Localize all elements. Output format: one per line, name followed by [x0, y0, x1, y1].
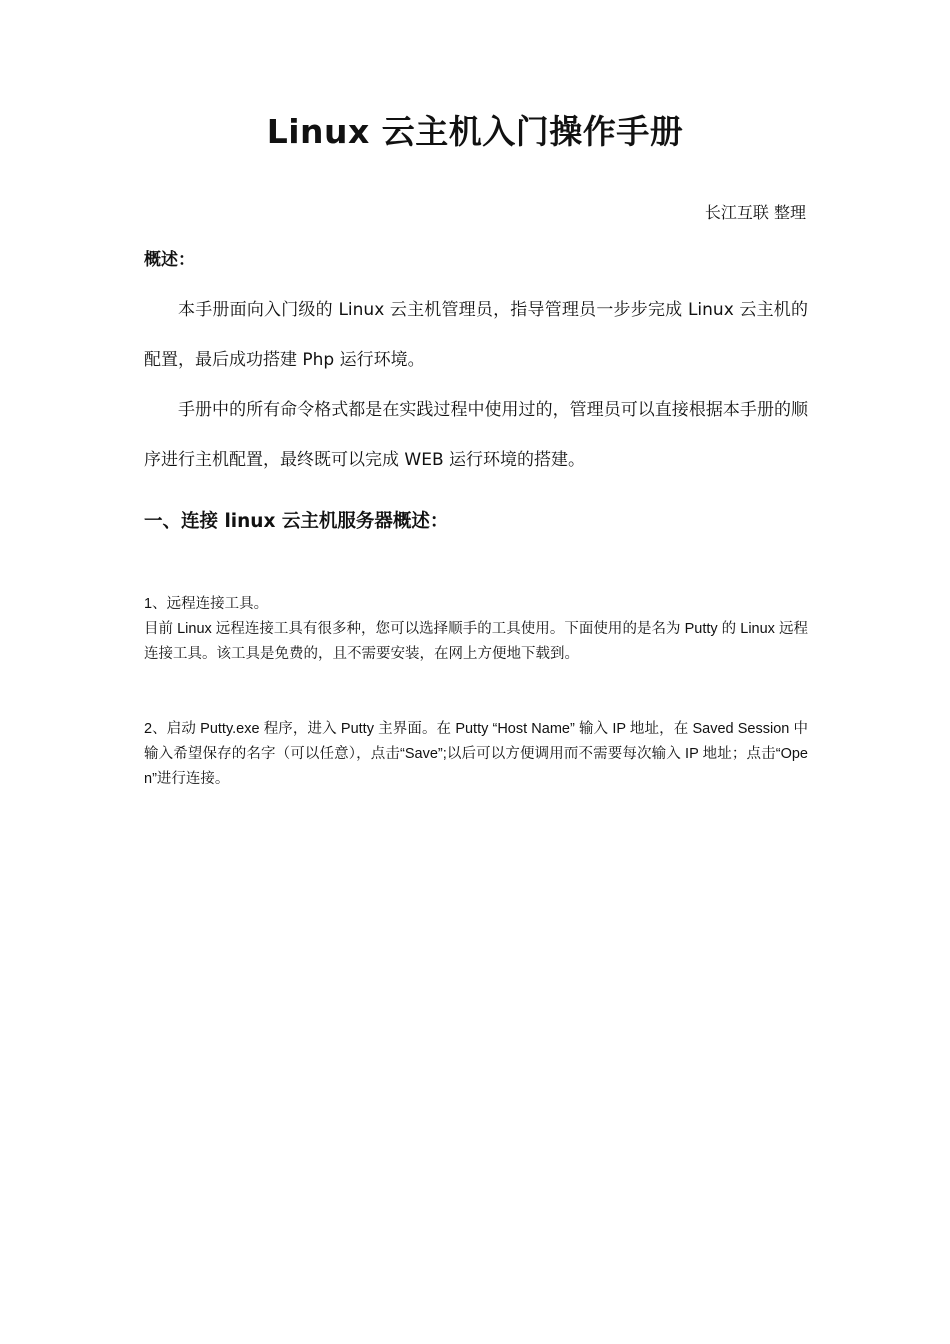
intro-paragraph-2: 手册中的所有命令格式都是在实践过程中使用过的，管理员可以直接根据本手册的顺序进行主机配置，最终既可以完成 WEB 运行环境的搭建。: [144, 400, 808, 470]
document-title: Linux 云主机入门操作手册: [266, 112, 684, 151]
step-2-body: 2、启动 Putty.exe 程序，进入 Putty 主界面。在 Putty “Host Name” 输入 IP 地址，在 Saved Session 中输入希望保存的名字（可以任意），点击“Save”;以后可以方便调用而不需要每次输入 IP 地址；点击“Open”进行连接。: [144, 721, 808, 787]
step-1-title: 1、远程连接工具。: [144, 596, 269, 612]
step-1-body: 目前 Linux 远程连接工具有很多种，您可以选择顺手的工具使用。下面使用的是名为 Putty 的 Linux 远程连接工具。该工具是免费的，且不需要安装，在网上方便地下载到。: [144, 621, 808, 662]
overview-heading: 概述：: [144, 250, 195, 270]
document-author: 长江互联 整理: [704, 203, 806, 222]
section-1-heading: 一、连接 linux 云主机服务器概述：: [144, 511, 449, 532]
step-1: [144, 592, 808, 667]
intro-paragraph-1: 本手册面向入门级的 Linux 云主机管理员，指导管理员一步步完成 Linux 云主机的配置，最后成功搭建 Php 运行环境。: [144, 300, 808, 370]
